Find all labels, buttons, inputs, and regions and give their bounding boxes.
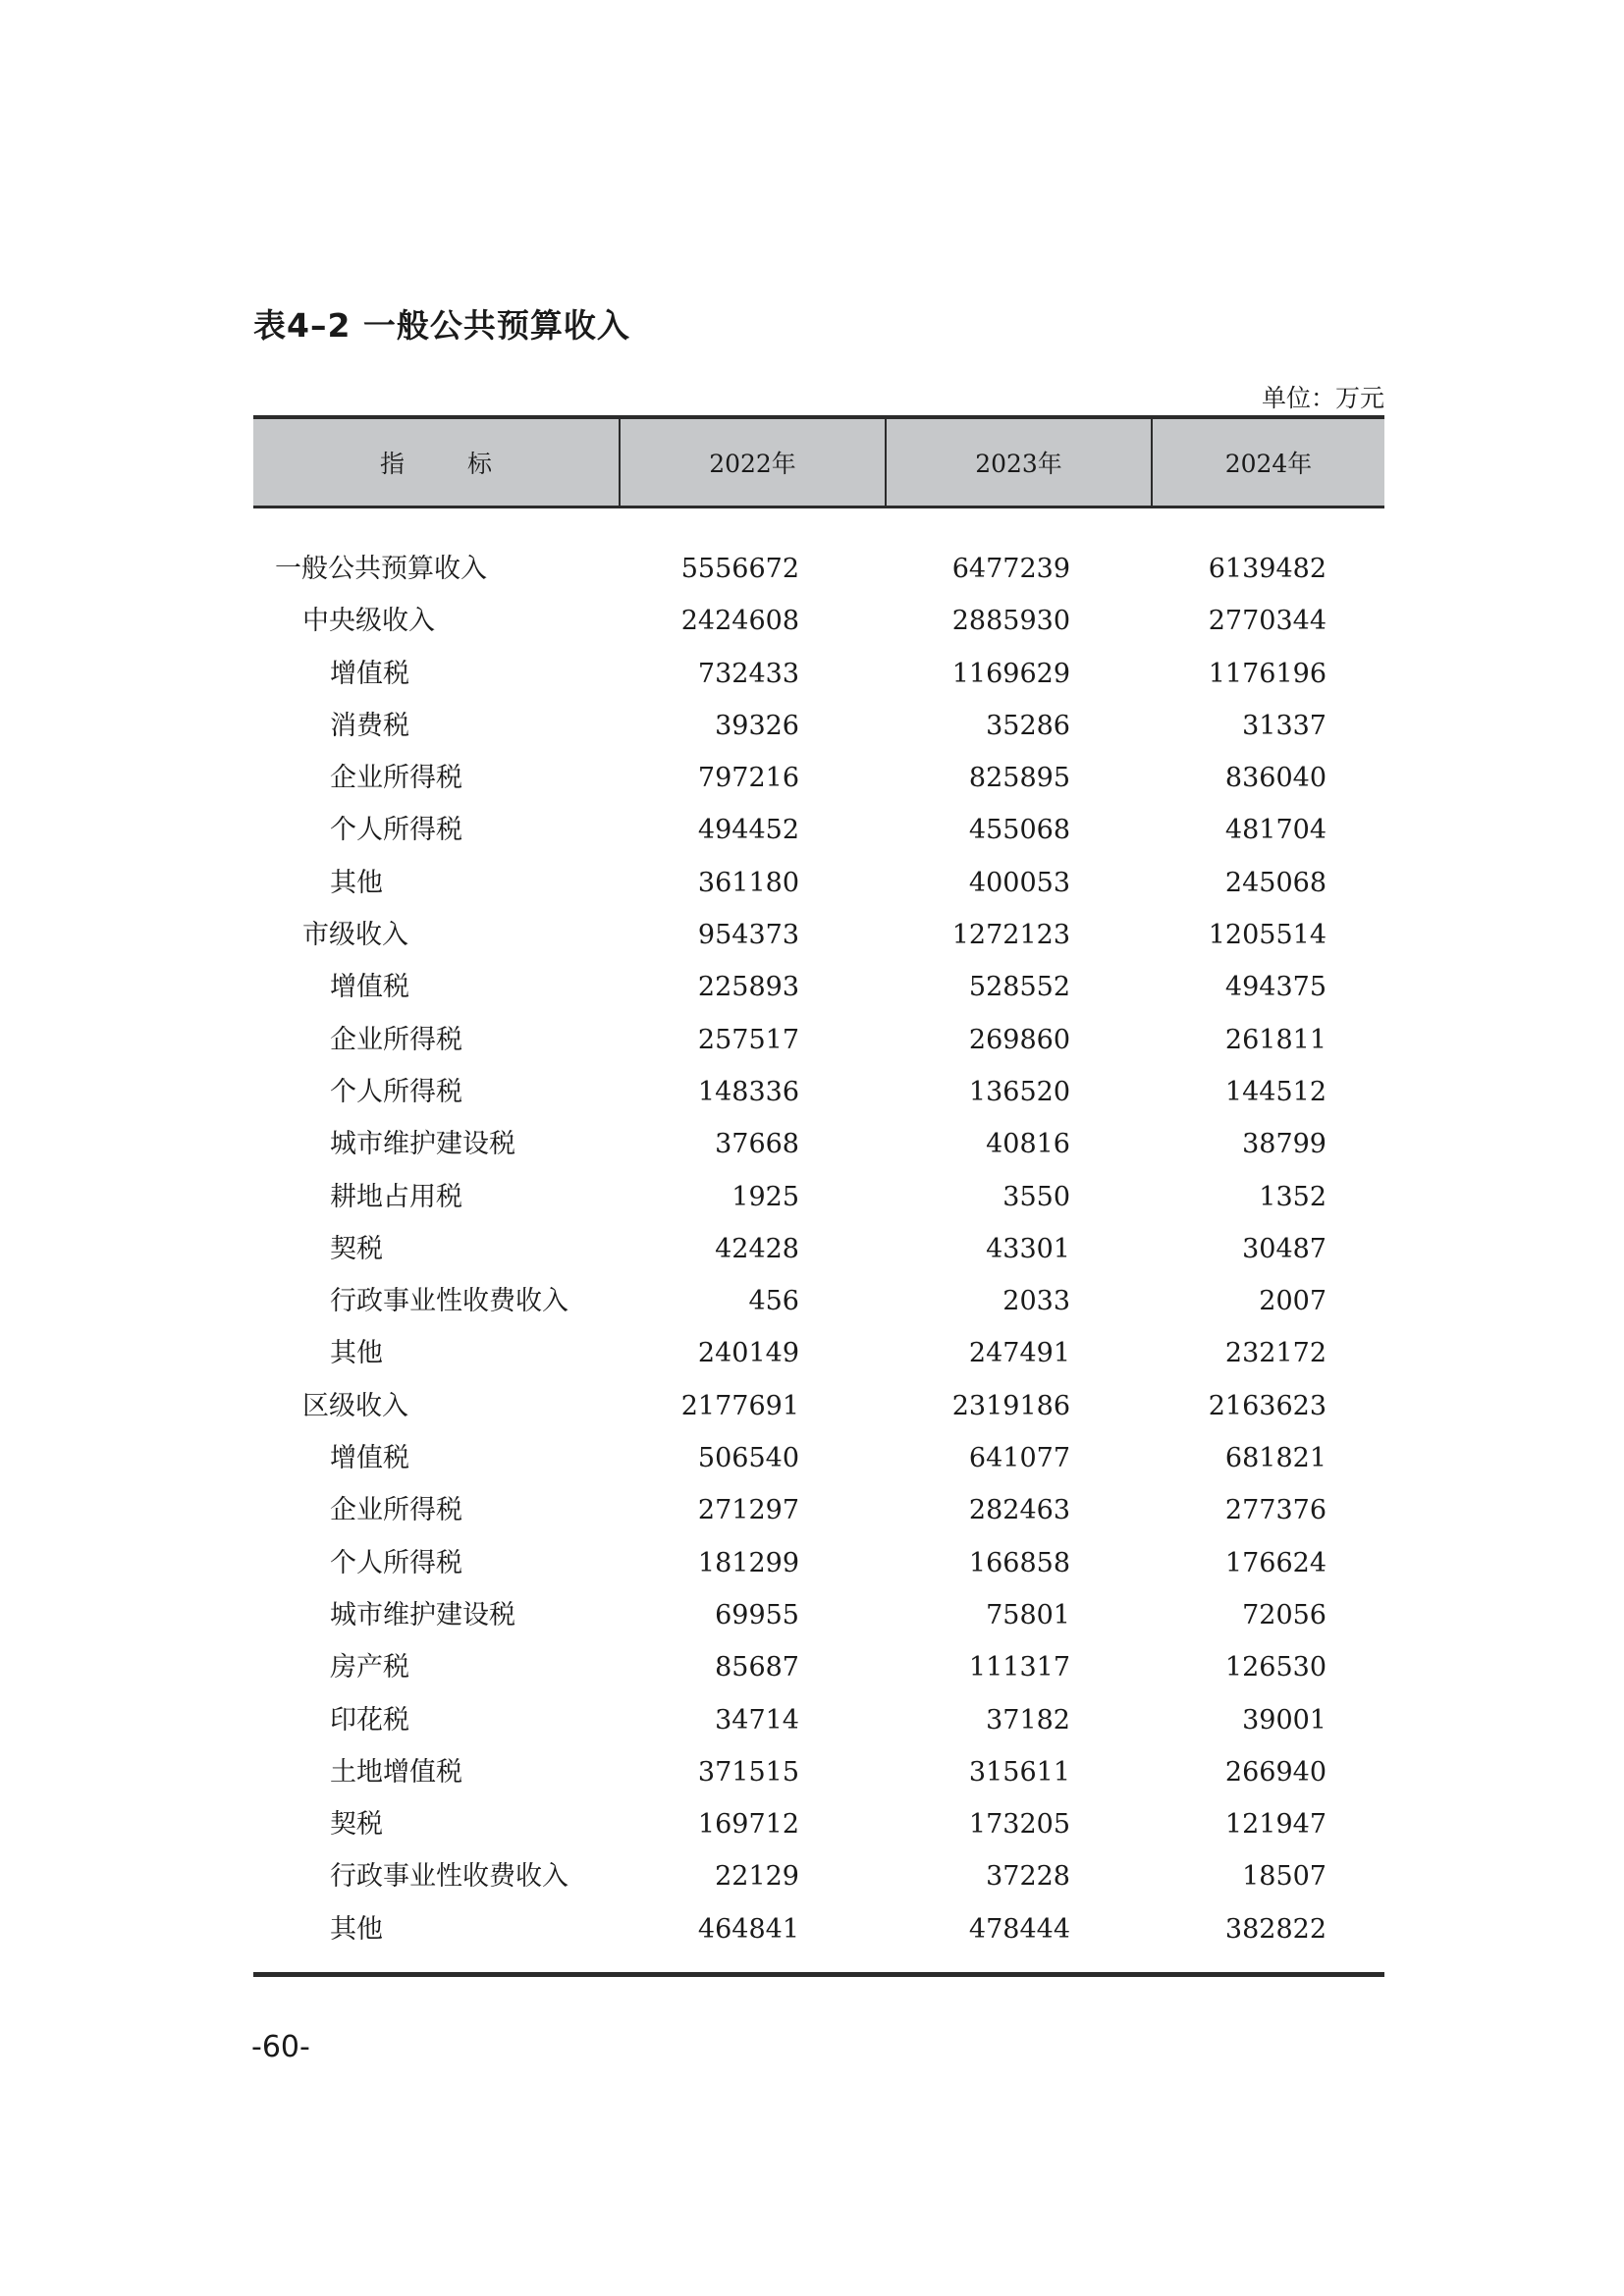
header-indicator: 指 标 — [380, 450, 519, 478]
value-2022: 37668 — [715, 1129, 799, 1160]
value-2023: 3550 — [1002, 1181, 1070, 1212]
value-2024: 72056 — [1242, 1599, 1326, 1630]
value-2023: 641077 — [968, 1443, 1070, 1474]
value-2024: 38799 — [1242, 1129, 1326, 1160]
table-row — [253, 1275, 1384, 1327]
value-2023: 1272123 — [951, 920, 1070, 951]
value-2024: 681821 — [1224, 1443, 1326, 1474]
value-2023: 247491 — [968, 1338, 1070, 1369]
budget-table — [253, 415, 1384, 1955]
value-2022: 5556672 — [680, 554, 799, 584]
page-number: -60- — [251, 2030, 310, 2064]
row-label: 城市维护建设税 — [330, 1599, 515, 1630]
value-2024: 144512 — [1224, 1076, 1326, 1107]
table-row — [253, 1694, 1384, 1746]
table-row — [253, 1484, 1384, 1536]
table-row — [253, 752, 1384, 804]
table-header — [253, 415, 1384, 508]
value-2024: 266940 — [1224, 1756, 1326, 1788]
value-2023: 282463 — [968, 1495, 1070, 1526]
value-2023: 37182 — [986, 1704, 1070, 1735]
value-2023: 2033 — [1002, 1286, 1070, 1317]
value-2023: 35286 — [986, 710, 1070, 741]
value-2022: 69955 — [715, 1599, 799, 1630]
value-2023: 166858 — [968, 1547, 1070, 1578]
table-row — [253, 909, 1384, 961]
value-2023: 528552 — [968, 972, 1070, 1003]
table-row — [253, 1746, 1384, 1798]
value-2024: 2007 — [1259, 1286, 1326, 1317]
table-row — [253, 1903, 1384, 1955]
value-2022: 464841 — [697, 1913, 799, 1945]
row-label: 行政事业性收费收入 — [330, 1861, 568, 1893]
value-2022: 85687 — [715, 1652, 799, 1683]
value-2023: 111317 — [968, 1652, 1070, 1683]
table-row — [253, 700, 1384, 752]
table-row — [253, 1066, 1384, 1118]
value-2024: 39001 — [1242, 1704, 1326, 1735]
value-2022: 456 — [748, 1286, 799, 1317]
table-row — [253, 1798, 1384, 1850]
value-2023: 43301 — [986, 1233, 1070, 1264]
value-2022: 181299 — [697, 1547, 799, 1578]
table-row — [253, 595, 1384, 647]
row-label: 个人所得税 — [330, 1547, 462, 1578]
value-2024: 126530 — [1224, 1652, 1326, 1683]
row-label: 增值税 — [330, 658, 409, 689]
value-2023: 478444 — [968, 1913, 1070, 1945]
row-label: 区级收入 — [302, 1390, 408, 1421]
value-2024: 481704 — [1224, 815, 1326, 846]
value-2022: 2424608 — [680, 606, 799, 637]
value-2024: 1176196 — [1208, 658, 1326, 689]
value-2022: 797216 — [697, 763, 799, 794]
value-2024: 2163623 — [1208, 1390, 1326, 1421]
value-2022: 271297 — [697, 1495, 799, 1526]
value-2022: 732433 — [697, 658, 799, 689]
value-2023: 6477239 — [951, 554, 1070, 584]
table-row — [253, 1537, 1384, 1589]
value-2024: 245068 — [1224, 867, 1326, 898]
row-label: 中央级收入 — [302, 606, 435, 637]
table-row — [253, 804, 1384, 856]
value-2024: 31337 — [1242, 710, 1326, 741]
row-label: 增值税 — [330, 1443, 409, 1474]
header-year-2024: 2024年 — [1151, 419, 1384, 506]
value-2023: 2319186 — [951, 1390, 1070, 1421]
table-title: 表4–2 一般公共预算收入 — [253, 306, 630, 345]
value-2022: 257517 — [697, 1024, 799, 1055]
table-row — [253, 961, 1384, 1013]
row-label: 消费税 — [330, 710, 409, 741]
row-label: 契税 — [330, 1233, 383, 1264]
header-year-2022: 2022年 — [619, 419, 885, 506]
table-bottom-rule — [253, 1972, 1384, 1977]
row-label: 企业所得税 — [330, 1024, 462, 1055]
value-2022: 169712 — [697, 1809, 799, 1841]
row-label: 企业所得税 — [330, 1495, 462, 1526]
table-row — [253, 648, 1384, 700]
value-2024: 494375 — [1224, 972, 1326, 1003]
unit-label: 单位：万元 — [1261, 384, 1384, 412]
value-2023: 37228 — [986, 1861, 1070, 1893]
value-2024: 261811 — [1224, 1024, 1326, 1055]
table-row — [253, 1327, 1384, 1379]
row-label: 城市维护建设税 — [330, 1129, 515, 1160]
value-2024: 2770344 — [1208, 606, 1326, 637]
value-2022: 494452 — [697, 815, 799, 846]
row-label: 增值税 — [330, 972, 409, 1003]
value-2023: 455068 — [968, 815, 1070, 846]
value-2024: 6139482 — [1208, 554, 1326, 584]
row-label: 印花税 — [330, 1704, 409, 1735]
value-2023: 400053 — [968, 867, 1070, 898]
value-2022: 361180 — [697, 867, 799, 898]
value-2022: 225893 — [697, 972, 799, 1003]
row-label: 耕地占用税 — [330, 1181, 462, 1212]
value-2023: 136520 — [968, 1076, 1070, 1107]
value-2022: 148336 — [697, 1076, 799, 1107]
value-2022: 954373 — [697, 920, 799, 951]
value-2024: 382822 — [1224, 1913, 1326, 1945]
value-2024: 176624 — [1224, 1547, 1326, 1578]
table-row — [253, 1641, 1384, 1693]
value-2023: 2885930 — [951, 606, 1070, 637]
table-row — [253, 857, 1384, 909]
table-row — [253, 1850, 1384, 1902]
row-label: 企业所得税 — [330, 763, 462, 794]
value-2024: 277376 — [1224, 1495, 1326, 1526]
value-2024: 30487 — [1242, 1233, 1326, 1264]
value-2024: 836040 — [1224, 763, 1326, 794]
value-2022: 371515 — [697, 1756, 799, 1788]
value-2022: 506540 — [697, 1443, 799, 1474]
value-2023: 40816 — [986, 1129, 1070, 1160]
row-label: 其他 — [330, 1338, 383, 1369]
value-2024: 18507 — [1242, 1861, 1326, 1893]
row-label: 个人所得税 — [330, 815, 462, 846]
table-row — [253, 1380, 1384, 1432]
value-2023: 173205 — [968, 1809, 1070, 1841]
row-label: 房产税 — [330, 1652, 409, 1683]
table-row — [253, 543, 1384, 595]
row-label: 一般公共预算收入 — [275, 554, 487, 584]
header-year-2023: 2023年 — [885, 419, 1151, 506]
value-2024: 121947 — [1224, 1809, 1326, 1841]
table-row — [253, 1171, 1384, 1223]
row-label: 其他 — [330, 1913, 383, 1945]
value-2024: 1352 — [1259, 1181, 1326, 1212]
table-row — [253, 1432, 1384, 1484]
table-body — [253, 543, 1384, 1955]
row-label: 其他 — [330, 867, 383, 898]
row-label: 契税 — [330, 1809, 383, 1841]
value-2023: 1169629 — [951, 658, 1070, 689]
table-row — [253, 1223, 1384, 1275]
value-2022: 39326 — [715, 710, 799, 741]
value-2022: 240149 — [697, 1338, 799, 1369]
value-2023: 825895 — [968, 763, 1070, 794]
row-label: 市级收入 — [302, 920, 408, 951]
row-label: 行政事业性收费收入 — [330, 1286, 568, 1317]
value-2024: 232172 — [1224, 1338, 1326, 1369]
table-row — [253, 1118, 1384, 1170]
value-2022: 2177691 — [680, 1390, 799, 1421]
table-row — [253, 1589, 1384, 1641]
value-2023: 75801 — [986, 1599, 1070, 1630]
table-row — [253, 1014, 1384, 1066]
row-label: 土地增值税 — [330, 1756, 462, 1788]
value-2023: 315611 — [968, 1756, 1070, 1788]
row-label: 个人所得税 — [330, 1076, 462, 1107]
value-2023: 269860 — [968, 1024, 1070, 1055]
value-2024: 1205514 — [1208, 920, 1326, 951]
value-2022: 1925 — [731, 1181, 799, 1212]
value-2022: 34714 — [715, 1704, 799, 1735]
value-2022: 22129 — [715, 1861, 799, 1893]
value-2022: 42428 — [715, 1233, 799, 1264]
